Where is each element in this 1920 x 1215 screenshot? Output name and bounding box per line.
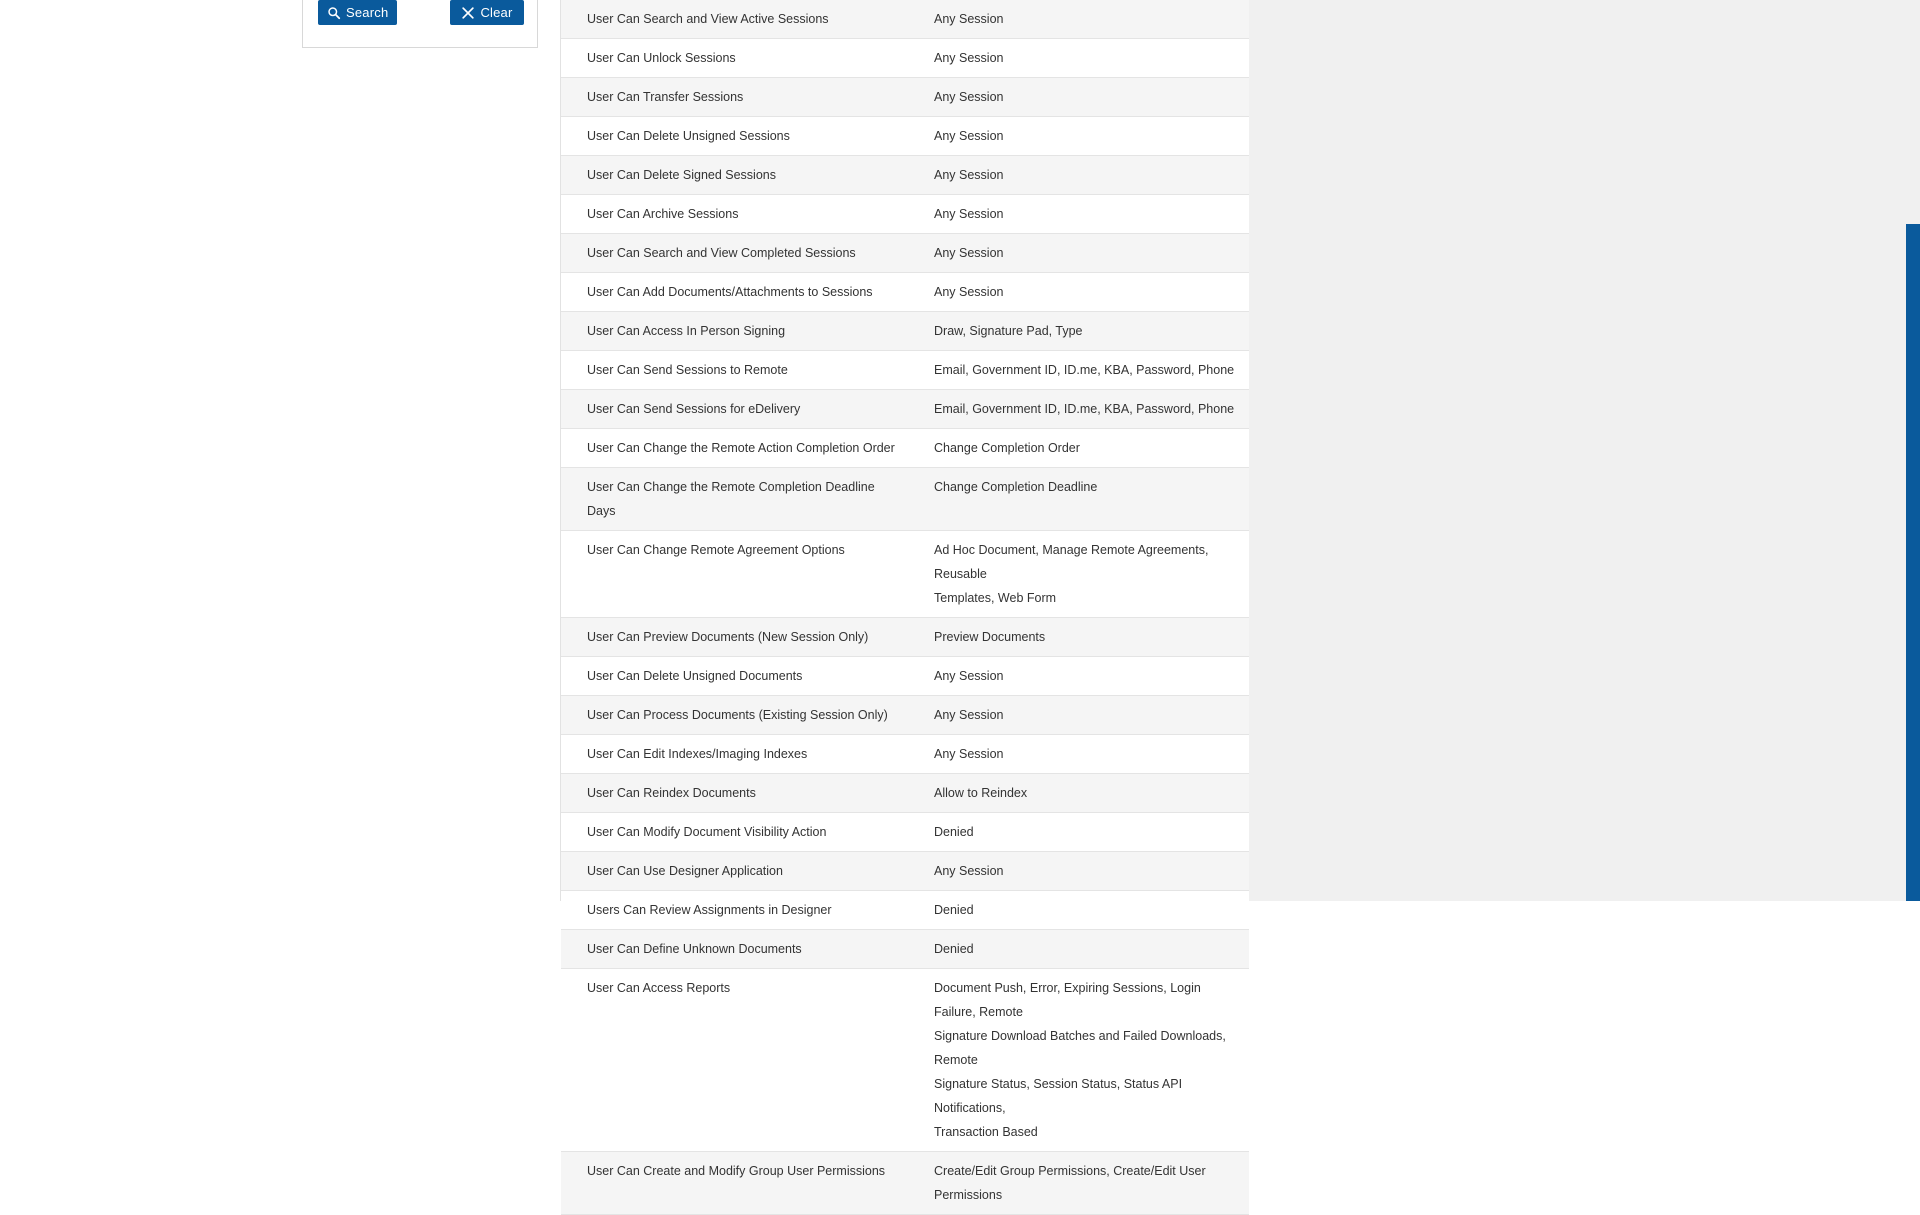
permission-value-line: Any Session — [934, 129, 1004, 143]
permission-value-cell — [916, 891, 1249, 930]
permission-name-cell: User Can Access Reports — [561, 969, 916, 1152]
permission-value-cell — [916, 195, 1249, 234]
table-row[interactable] — [561, 0, 1249, 39]
table-row[interactable] — [561, 735, 1249, 774]
permission-value-lines — [934, 937, 1239, 961]
permission-value-cell — [916, 657, 1249, 696]
permission-value-cell — [916, 429, 1249, 468]
permission-name-cell: User Can Add Documents/Attachments to Sessions — [561, 273, 916, 312]
permission-name-cell: User Can Change the Remote Action Completion Order — [561, 429, 916, 468]
permission-value-line: Denied — [934, 825, 974, 839]
search-button-label: Search — [346, 5, 389, 20]
permission-value-lines — [934, 163, 1239, 187]
permission-value-line: Templates, Web Form — [934, 591, 1057, 605]
permission-value-line: Create/Edit Group Permissions, Create/Edit User Permissions — [934, 1164, 1206, 1202]
search-button[interactable] — [318, 0, 397, 25]
table-row[interactable] — [561, 273, 1249, 312]
permission-value-cell — [916, 774, 1249, 813]
table-row[interactable] — [561, 1152, 1249, 1215]
table-row[interactable] — [561, 774, 1249, 813]
permission-value-cell — [916, 390, 1249, 429]
permission-value-lines — [934, 319, 1239, 343]
permission-value-line: Email, Government ID, ID.me, KBA, Password, Phone — [934, 363, 1235, 377]
permission-value-line: Any Session — [934, 669, 1004, 683]
permissions-table-body — [561, 0, 1249, 1215]
table-row[interactable] — [561, 657, 1249, 696]
permission-name-cell: User Can Change the Remote Completion Deadline Days — [561, 468, 916, 531]
table-row[interactable] — [561, 468, 1249, 531]
table-row[interactable] — [561, 696, 1249, 735]
permission-value-cell — [916, 39, 1249, 78]
table-row[interactable] — [561, 531, 1249, 618]
permission-value-line: Any Session — [934, 51, 1004, 65]
permission-value-lines — [934, 538, 1239, 610]
scrollbar-thumb[interactable] — [1906, 224, 1920, 901]
permission-value-line: Any Session — [934, 864, 1004, 878]
search-icon — [327, 6, 341, 20]
permission-name-cell: User Can Reindex Documents — [561, 774, 916, 813]
permission-value-line: Any Session — [934, 168, 1004, 182]
permissions-table-container[interactable] — [560, 0, 1248, 1202]
permission-value-cell — [916, 813, 1249, 852]
table-row[interactable] — [561, 390, 1249, 429]
permission-value-lines — [934, 820, 1239, 844]
permission-value-lines — [934, 781, 1239, 805]
permission-name-cell: User Can Search and View Completed Sessions — [561, 234, 916, 273]
permission-value-lines — [934, 7, 1239, 31]
permission-value-cell — [916, 531, 1249, 618]
permission-value-lines — [934, 859, 1239, 883]
permission-value-lines — [934, 280, 1239, 304]
clear-button[interactable] — [450, 0, 524, 25]
permission-name-cell: User Can Transfer Sessions — [561, 78, 916, 117]
permission-name-cell: User Can Define Unknown Documents — [561, 930, 916, 969]
permission-name-cell: User Can Send Sessions to Remote — [561, 351, 916, 390]
table-row[interactable] — [561, 891, 1249, 930]
permission-value-lines — [934, 475, 1239, 499]
permission-value-cell — [916, 78, 1249, 117]
permission-value-lines — [934, 703, 1239, 727]
clear-button-label: Clear — [480, 5, 513, 20]
table-row[interactable] — [561, 156, 1249, 195]
permission-value-cell — [916, 696, 1249, 735]
permission-value-line: Ad Hoc Document, Manage Remote Agreements, Reusable — [934, 543, 1209, 581]
permission-value-line: Denied — [934, 942, 974, 956]
permission-name-cell: User Can Search and View Active Sessions — [561, 0, 916, 39]
table-row[interactable] — [561, 195, 1249, 234]
permission-name-cell: User Can Change Remote Agreement Options — [561, 531, 916, 618]
permission-value-cell — [916, 969, 1249, 1152]
permission-value-cell — [916, 117, 1249, 156]
permission-name-cell: User Can Access In Person Signing — [561, 312, 916, 351]
table-row[interactable] — [561, 312, 1249, 351]
permission-value-lines — [934, 1159, 1239, 1207]
permission-value-line: Document Push, Error, Expiring Sessions, Login Failure, Remote — [934, 981, 1201, 1019]
permission-value-cell — [916, 930, 1249, 969]
permission-value-cell — [916, 351, 1249, 390]
permission-value-cell — [916, 735, 1249, 774]
table-row[interactable] — [561, 852, 1249, 891]
permission-value-cell — [916, 273, 1249, 312]
permission-value-line: Any Session — [934, 246, 1004, 260]
permission-name-cell: User Can Unlock Sessions — [561, 39, 916, 78]
permission-value-cell — [916, 0, 1249, 39]
permission-value-lines — [934, 625, 1239, 649]
permission-value-line: Preview Documents — [934, 630, 1046, 644]
permission-value-lines — [934, 898, 1239, 922]
search-panel-actions — [303, 0, 539, 34]
permission-name-cell: User Can Process Documents (Existing Session Only) — [561, 696, 916, 735]
permission-name-cell: User Can Modify Document Visibility Action — [561, 813, 916, 852]
permission-value-cell — [916, 468, 1249, 531]
permission-value-line: Transaction Based — [934, 1125, 1038, 1139]
permission-value-cell — [916, 312, 1249, 351]
permission-value-line: Change Completion Deadline — [934, 480, 1098, 494]
permission-name-cell: User Can Archive Sessions — [561, 195, 916, 234]
permission-name-cell: User Can Create and Modify Group User Permissions — [561, 1152, 916, 1215]
permission-name-cell: Users Can Review Assignments in Designer — [561, 891, 916, 930]
permission-name-cell: User Can Delete Unsigned Sessions — [561, 117, 916, 156]
table-row[interactable] — [561, 813, 1249, 852]
table-row[interactable] — [561, 930, 1249, 969]
permission-value-line: Any Session — [934, 207, 1004, 221]
vertical-scrollbar[interactable] — [1906, 0, 1920, 901]
table-row[interactable] — [561, 429, 1249, 468]
table-row[interactable] — [561, 618, 1249, 657]
permission-value-lines — [934, 46, 1239, 70]
permission-value-lines — [934, 202, 1239, 226]
permission-value-cell — [916, 156, 1249, 195]
permission-value-lines — [934, 358, 1239, 382]
permission-value-lines — [934, 976, 1239, 1144]
permission-value-line: Any Session — [934, 285, 1004, 299]
permission-value-cell — [916, 234, 1249, 273]
permissions-table — [561, 0, 1249, 1215]
permission-name-cell: User Can Delete Signed Sessions — [561, 156, 916, 195]
permission-value-cell — [916, 1152, 1249, 1215]
page-background-gutter — [1248, 0, 1920, 901]
table-row[interactable] — [561, 969, 1249, 1152]
permission-value-lines — [934, 397, 1239, 421]
table-row[interactable] — [561, 234, 1249, 273]
permission-value-line: Signature Download Batches and Failed Downloads, Remote — [934, 1029, 1226, 1067]
table-row[interactable] — [561, 39, 1249, 78]
permission-name-cell: User Can Edit Indexes/Imaging Indexes — [561, 735, 916, 774]
permission-value-lines — [934, 241, 1239, 265]
permission-value-lines — [934, 124, 1239, 148]
permission-value-line: Any Session — [934, 747, 1004, 761]
permission-name-cell: User Can Preview Documents (New Session Only) — [561, 618, 916, 657]
close-x-icon — [461, 6, 475, 20]
search-filter-panel — [302, 0, 538, 48]
permission-name-cell: User Can Delete Unsigned Documents — [561, 657, 916, 696]
permission-value-line: Any Session — [934, 90, 1004, 104]
permission-value-line: Allow to Reindex — [934, 786, 1028, 800]
permission-value-line: Any Session — [934, 708, 1004, 722]
permission-value-lines — [934, 742, 1239, 766]
permission-value-lines — [934, 664, 1239, 688]
permission-value-line: Draw, Signature Pad, Type — [934, 324, 1083, 338]
table-row[interactable] — [561, 351, 1249, 390]
permission-value-lines — [934, 85, 1239, 109]
permission-value-line: Signature Status, Session Status, Status API Notifications, — [934, 1077, 1183, 1115]
permission-value-lines — [934, 436, 1239, 460]
table-row[interactable] — [561, 78, 1249, 117]
permission-value-cell — [916, 852, 1249, 891]
permission-value-line: Any Session — [934, 12, 1004, 26]
table-row[interactable] — [561, 117, 1249, 156]
permission-value-line: Denied — [934, 903, 974, 917]
permission-name-cell: User Can Use Designer Application — [561, 852, 916, 891]
permission-value-line: Email, Government ID, ID.me, KBA, Password, Phone — [934, 402, 1235, 416]
permission-value-cell — [916, 618, 1249, 657]
permission-name-cell: User Can Send Sessions for eDelivery — [561, 390, 916, 429]
permission-value-line: Change Completion Order — [934, 441, 1080, 455]
